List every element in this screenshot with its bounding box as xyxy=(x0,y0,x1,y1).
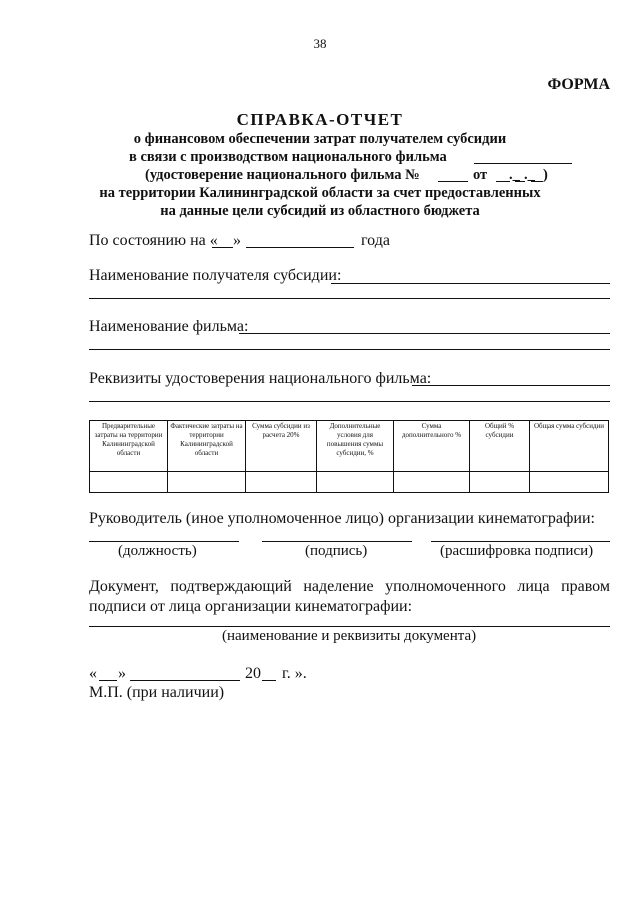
as-of-quote: » xyxy=(233,232,241,249)
table-header-row xyxy=(90,421,609,472)
header-total-amount: Общая сумма субсидии xyxy=(530,421,609,472)
page-number: 38 xyxy=(313,36,327,51)
certificate-field-line-2[interactable] xyxy=(89,401,610,402)
certificate-field-line-1[interactable] xyxy=(412,385,610,386)
certificate-number-blank[interactable] xyxy=(438,181,468,182)
subtitle-line-4: на территории Калининградской области за счет предоставленных xyxy=(99,185,541,201)
footer-year-suffix: г. ». xyxy=(282,665,307,682)
certificate-date-sep-2: ._ xyxy=(524,167,535,183)
signature-line[interactable] xyxy=(262,541,412,542)
footer-year-prefix: 20 xyxy=(245,665,261,682)
subsidy-table xyxy=(89,420,609,493)
header-actual-costs: Фактические затраты на территории Калининградской области xyxy=(168,421,246,472)
document-field-line[interactable] xyxy=(89,626,610,627)
document-line-2: подписи от лица организации кинематографии: xyxy=(89,598,413,615)
footer-day-blank[interactable] xyxy=(99,680,117,681)
document-line-1: Документ, подтверждающий наделение уполномоченного лица правом xyxy=(89,578,610,595)
recipient-field-line-1[interactable] xyxy=(331,283,610,284)
as-of-prefix: По состоянию на « xyxy=(89,232,218,249)
certificate-number-prefix: (удостоверение национального фильма № xyxy=(145,167,420,183)
subtitle-line-5: на данные цели субсидий из областного бюджета xyxy=(160,203,480,219)
table-cell[interactable] xyxy=(470,472,530,493)
header-preliminary-costs: Предварительные затраты на территории Калининградской области xyxy=(90,421,168,472)
film-field-line-1[interactable] xyxy=(239,333,610,334)
footer-year-blank[interactable] xyxy=(262,680,276,681)
header-additional-conditions: Дополнительные условия для повышения суммы субсидии, % xyxy=(317,421,394,472)
header-total-percent: Общий % субсидии xyxy=(470,421,530,472)
footer-quote-open: « xyxy=(89,665,97,682)
table-cell[interactable] xyxy=(246,472,317,493)
certificate-date-sep-1: ._ xyxy=(509,167,520,183)
decoding-caption: (расшифровка подписи) xyxy=(440,543,594,559)
footer-month-blank[interactable] xyxy=(130,680,240,681)
certificate-year-blank[interactable] xyxy=(531,181,543,182)
subtitle-line-2-text: в связи с производством национального фильма xyxy=(129,149,447,165)
film-label: Наименование фильма: xyxy=(89,318,249,335)
recipient-label: Наименование получателя субсидии: xyxy=(89,267,342,284)
form-label: ФОРМА xyxy=(547,76,610,93)
as-of-year-word: года xyxy=(361,232,390,249)
document-title: СПРАВКА-ОТЧЕТ xyxy=(236,110,404,129)
table-cell[interactable] xyxy=(168,472,246,493)
document-caption: (наименование и реквизиты документа) xyxy=(222,628,477,644)
signature-decoding-line[interactable] xyxy=(431,541,610,542)
head-label: Руководитель (иное уполномоченное лицо) организации кинематографии: xyxy=(89,510,595,527)
recipient-field-line-2[interactable] xyxy=(89,298,610,299)
stamp-note: М.П. (при наличии) xyxy=(89,684,225,701)
table-cell[interactable] xyxy=(394,472,470,493)
certificate-day-blank[interactable] xyxy=(496,181,510,182)
header-subsidy-amount-20: Сумма субсидии из расчета 20% xyxy=(246,421,317,472)
film-field-line-2[interactable] xyxy=(89,349,610,350)
header-additional-amount: Сумма дополнительного % xyxy=(394,421,470,472)
table-cell[interactable] xyxy=(530,472,609,493)
table-cell[interactable] xyxy=(90,472,168,493)
certificate-date-from: от xyxy=(473,167,488,183)
film-name-blank[interactable] xyxy=(474,163,572,164)
subtitle-line-1: о финансовом обеспечении затрат получателем субсидии xyxy=(133,131,507,147)
table-row xyxy=(90,472,609,493)
certificate-close-paren: ) xyxy=(543,167,548,183)
table-cell[interactable] xyxy=(317,472,394,493)
as-of-day-blank[interactable] xyxy=(212,247,233,248)
footer-quote-close: » xyxy=(118,665,126,682)
subtitle-line-3 xyxy=(145,166,420,184)
signature-caption: (подпись) xyxy=(305,543,368,559)
subtitle-line-2 xyxy=(129,148,447,166)
position-line[interactable] xyxy=(89,541,239,542)
certificate-label: Реквизиты удостоверения национального фильма: xyxy=(89,370,432,387)
as-of-month-blank[interactable] xyxy=(246,247,354,248)
position-caption: (должность) xyxy=(118,543,197,559)
